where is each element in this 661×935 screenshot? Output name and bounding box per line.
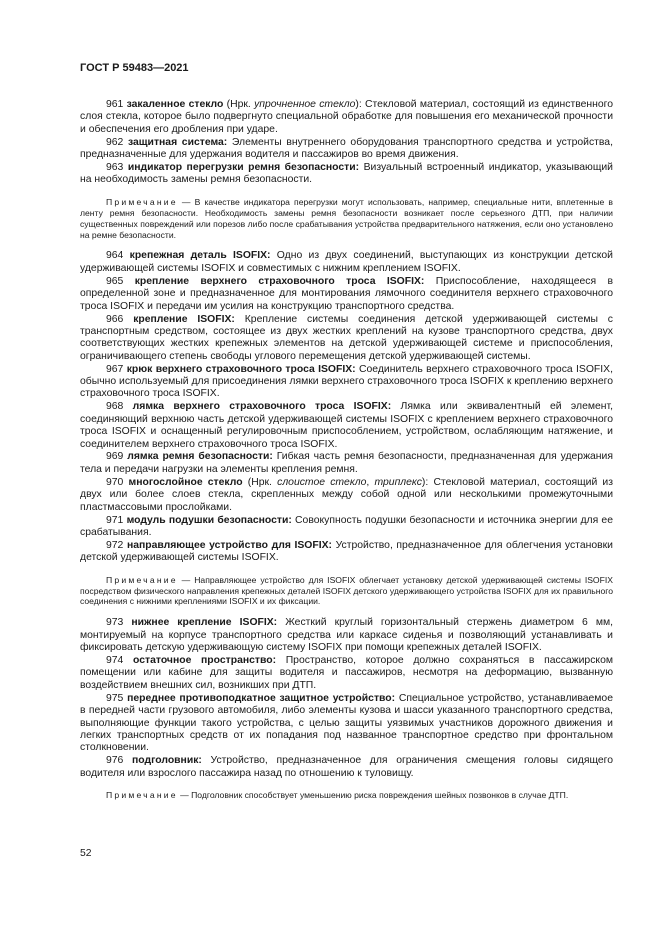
term-definition <box>80 162 613 187</box>
term: защитная система: <box>127 136 228 148</box>
note <box>80 575 613 608</box>
term-definition <box>80 137 613 162</box>
term-definition <box>80 693 613 755</box>
term-definition <box>80 755 613 780</box>
term-definition <box>80 515 613 540</box>
note-text: — Подголовник способствует уменьшению риска повреждения шейных позвонков в случае ДТП. <box>177 790 569 801</box>
text-run: 968 <box>106 401 133 413</box>
text-run: Лямка или эквивалентный ей элемент, соединяющий верхнюю часть детской удерживающей системы ISOFIX с креплением верхнего страховочного троса ISOFIX и оснащенный регулировочным приспособлением, устройством, ослабляющим натяжение, и соединителем верхнего страховочного троса ISOFIX. <box>80 401 614 450</box>
note-label: Примечание <box>106 196 178 207</box>
term-definition <box>80 401 613 451</box>
text-run: (Нрк. <box>242 476 278 488</box>
term: крепежная деталь ISOFIX: <box>129 250 271 262</box>
term-definition <box>80 540 613 565</box>
term-definition <box>80 99 613 136</box>
text-run: Гибкая часть ремня безопасности, предназначенная для удержания тела и передачи нагрузки на элементы крепления ремня. <box>80 451 613 475</box>
term-definition <box>80 364 613 401</box>
note-text: — В качестве индикатора перегрузки могут использовать, например, специальные нити, вплетенные в ленту ремня безопасности. Необходимость замены ремня безопасности возникает после серьезного ДТП, при наличии существенных повреждений или порезов либо после срабатывания устройства предварительного натяжения, если оно установлено на ремне безопасности. <box>80 196 613 240</box>
text-run: ): Стекловой материал, состоящий из двух или более слоев стекла, скрепленных между собой одной или несколькими промежуточными пластмассовыми прослойками. <box>80 476 614 513</box>
term: лямка верхнего страховочного троса ISOFIX: <box>132 401 392 413</box>
term: модуль подушки безопасности: <box>126 514 292 526</box>
text-run: 974 <box>106 655 134 667</box>
text-run: Приспособление, находящееся в определенной зоне и предназначенное для монтирования лямочного соединителя верхнего страховочного троса ISOFIX и передачи им усилия на конструкцию транспортного средства. <box>80 275 613 312</box>
document-body <box>80 99 613 811</box>
term-definition <box>80 250 613 275</box>
text-run: Устройство, предназначенное для облегчения установки детской удерживающей системы ISOFIX. <box>80 539 613 564</box>
term: направляющее устройство для ISOFIX: <box>126 539 332 551</box>
text-run: Одно из двух соединений, выступающих из конструкции детской удерживающей системы ISOFIX и совместимых с нижним креплением ISOFIX. <box>80 250 613 274</box>
term: крюк верхнего страховочного троса ISOFIX: <box>126 363 356 375</box>
page-number: 52 <box>80 848 92 859</box>
text-run: 962 <box>106 136 128 148</box>
text-run: 965 <box>106 275 135 287</box>
term: переднее противоподкатное защитное устройство: <box>127 692 396 704</box>
note-label: Примечание <box>106 790 178 801</box>
text-run: Устройство, предназначенное для ограничения смещения головы сидящего водителя или взрослого пассажира назад по отношению к туловищу. <box>80 755 613 779</box>
text-run: Элементы внутреннего оборудования транспортного средства и устройства, предназначенные для удержания водителя и пассажиров во время движения. <box>80 136 613 161</box>
term-definition <box>80 314 613 364</box>
text-run: 967 <box>106 363 127 375</box>
alt-term: упрочненное стекло <box>254 99 356 110</box>
text-run: Пространство, которое должно сохраняться в пассажирском помещении или кабине для защиты водителя и пассажиров, несмотря на деформацию, вызванную воздействием внешних сил, возникших при ДТП. <box>80 655 613 691</box>
text-run: 971 <box>106 514 127 526</box>
term-definition <box>80 655 613 692</box>
term: крепление верхнего страховочного троса ISOFIX: <box>134 275 425 287</box>
term: крепление ISOFIX: <box>133 313 235 325</box>
text-run: ): Стекловой материал, состоящий из единственного слоя стекла, которое было подвергнуто специальной обработке для повышения его механической прочности и обеспечения его дробления при ударе. <box>80 99 614 135</box>
term: нижнее крепление ISOFIX: <box>131 617 278 629</box>
term: индикатор перегрузки ремня безопасности: <box>127 162 360 174</box>
text-run: 966 <box>106 313 134 325</box>
text-run: 963 <box>106 162 128 174</box>
text-run: Специальное устройство, устанавливаемое в передней части грузового автомобиля, либо элементы кузова и шасси указанного транспортного средства, выполняющие функции такого устройства, с целью защиты уязвимых участников дорожного движения и легких транспортных средств от их попадания под названное транспортное средство при фронтальном столкновении. <box>80 692 613 754</box>
alt-term: слоистое стекло <box>277 476 367 488</box>
term-definition <box>80 276 613 313</box>
term: лямка ремня безопасности: <box>127 451 273 463</box>
text-run: 973 <box>106 617 132 629</box>
text-run: , <box>366 476 375 488</box>
term: закаленное стекло <box>126 99 224 110</box>
note <box>80 197 613 241</box>
text-run: 970 <box>106 476 129 488</box>
term-definition <box>80 451 613 476</box>
term: подголовник: <box>132 755 202 767</box>
note-text: — Направляющее устройство для ISOFIX облегчает установку детской удерживающей системы ISOFIX посредством физического направления крепежных деталей ISOFIX детского удерживающего устройства ISOFIX для их правильного соединения с нижними креплениями ISOFIX и их фиксации. <box>80 574 613 607</box>
text-run: (Нрк. <box>223 99 255 110</box>
text-run: 969 <box>106 451 128 463</box>
text-run: 975 <box>106 692 128 704</box>
term-definition <box>80 477 613 514</box>
note <box>80 790 613 801</box>
text-run: Совокупность подушки безопасности и источника энергии для ее срабатывания. <box>80 514 613 538</box>
term: многослойное стекло <box>128 476 243 488</box>
text-run: 976 <box>106 755 132 767</box>
term-definition <box>80 617 613 654</box>
text-run: 961 <box>106 99 127 110</box>
text-run: 972 <box>106 539 127 551</box>
text-run: Крепление системы соединения детской удерживающей системы с транспортным средством, состоящее из двух жестких креплений на кузове транспортного средства, двух соответствующих жестких крепежных элементов на детской удерживающей системе и приспособления, ограничивающего степень свободы углового перемещения детской удерживающей системы. <box>80 313 613 362</box>
text-run: Жесткий круглый горизонтальный стержень диаметром 6 мм, монтируемый на корпусе транспортного средства или каркасе сиденья и позволяющий устанавливать и фиксировать детскую удерживающую систему ISOFIX при помощи крепежных деталей ISOFIX. <box>80 617 613 654</box>
note-label: Примечание <box>106 574 178 585</box>
text-run: Визуальный встроенный индикатор, указывающий на необходимость замены ремня безопасности. <box>80 162 613 186</box>
term: остаточное пространство: <box>133 655 277 667</box>
text-run: Соединитель верхнего страховочного троса ISOFIX, обычно используемый для присоединения лямки верхнего страховочного троса ISOFIX к креплению верхнего страховочного троса ISOFIX. <box>80 363 613 400</box>
text-run: 964 <box>106 250 130 262</box>
alt-term: триплекс <box>374 476 422 488</box>
document-header: ГОСТ Р 59483—2021 <box>80 62 189 74</box>
